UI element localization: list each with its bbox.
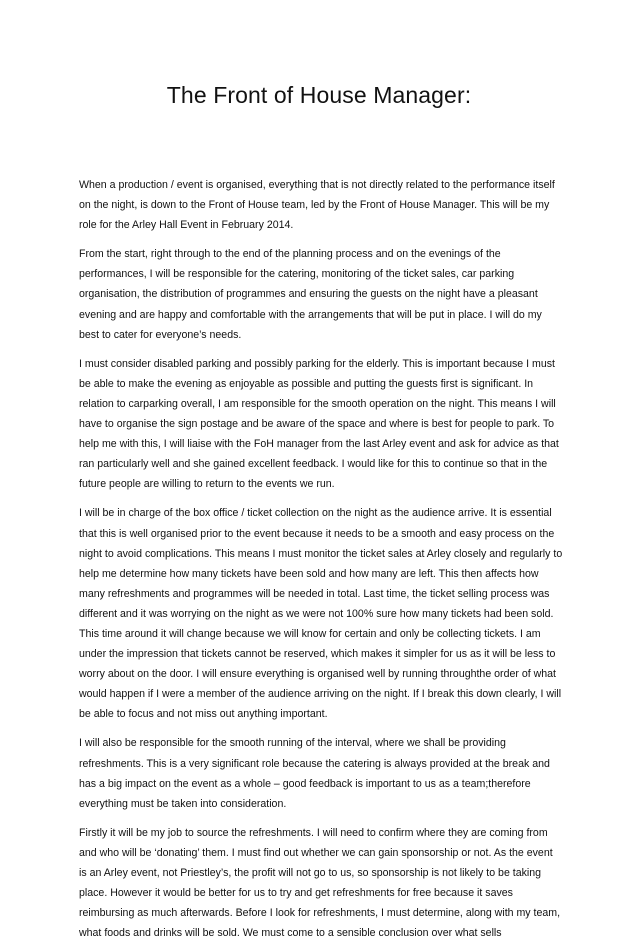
paragraph-interval: I will also be responsible for the smooth running of the interval, where we shall be providing refreshments. This is a very significant role because the catering is always provided at the break and has a big impact on the event as a whole – good feedback is important to us as a team;therefore everything must be taken into consideration. [79,737,550,810]
page-title: The Front of House Manager: [166,82,472,108]
paragraph-responsibilities: From the start, right through to the end of the planning process and on the evenings of the performances, I will be responsible for the catering, monitoring of the ticket sales, car parking organisation, the distribution of programmes and ensuring the guests on the night have a pleasant evening and are happy and comfortable with the arrangements that will be put in place. I will do my best to cater for everyone’s needs. [79,248,542,341]
paragraph-parking: I must consider disabled parking and possibly parking for the elderly. This is important because I must be able to make the evening as enjoyable as possible and putting the guests first is significant. In relation to carparking overall, I am responsible for the smooth operation on the night. This means I will have to organise the sign postage and be aware of the space and where is best for people to park. To help me with this, I will liaise with the FoH manager from the last Arley event and ask for advice as that ran particularly well and she gained excellent feedback. I would like for this to continue so that in the future people are willing to return to the events we run. [79,357,559,491]
document-body [79,175,563,952]
paragraph-box-office: I will be in charge of the box office / ticket collection on the night as the audience arrive. It is essential that this is well organised prior to the event because it needs to be a smooth and easy process on the night to avoid complications. This means I must monitor the ticket sales at Arley closely and regularly to help me determine how many tickets have been sold and how many are left. This then affects how many refreshments and programmes will be needed in total. Last time, the ticket selling process was different and it was worrying on the night as we were not 100% sure how many tickets had been sold. This time around it will change because we will know for certain and only be collecting tickets. I am under the impression that tickets cannot be reserved, which makes it simpler for us as it will be less to worry about on the door. I will ensure everything is organised well by running throughthe order of what would happen if I were a member of the audience arriving on the night. If I break this down clearly, I will be able to focus and not miss out anything important. [79,507,563,721]
paragraph-refreshments: Firstly it will be my job to source the refreshments. I will need to confirm where they are coming from and who will be ‘donating’ them. I must find out whether we can gain sponsorship or not. As the event is an Arley event, not Priestley’s, the profit will not go to us, so sponsorship is not likely to be taking place. However it would be better for us to try and get refreshments for free because it saves reimbursing as much afterwards. Before I look for refreshments, I must determine, along with my team, what foods and drinks will be sold. We must come to a sensible conclusion over what sells [79,826,561,940]
paragraph-intro: When a production / event is organised, everything that is not directly related to the performance itself on the night, is down to the Front of House team, led by the Front of House Manager. This will be my role for the Arley Hall Event in February 2014. [79,179,555,232]
